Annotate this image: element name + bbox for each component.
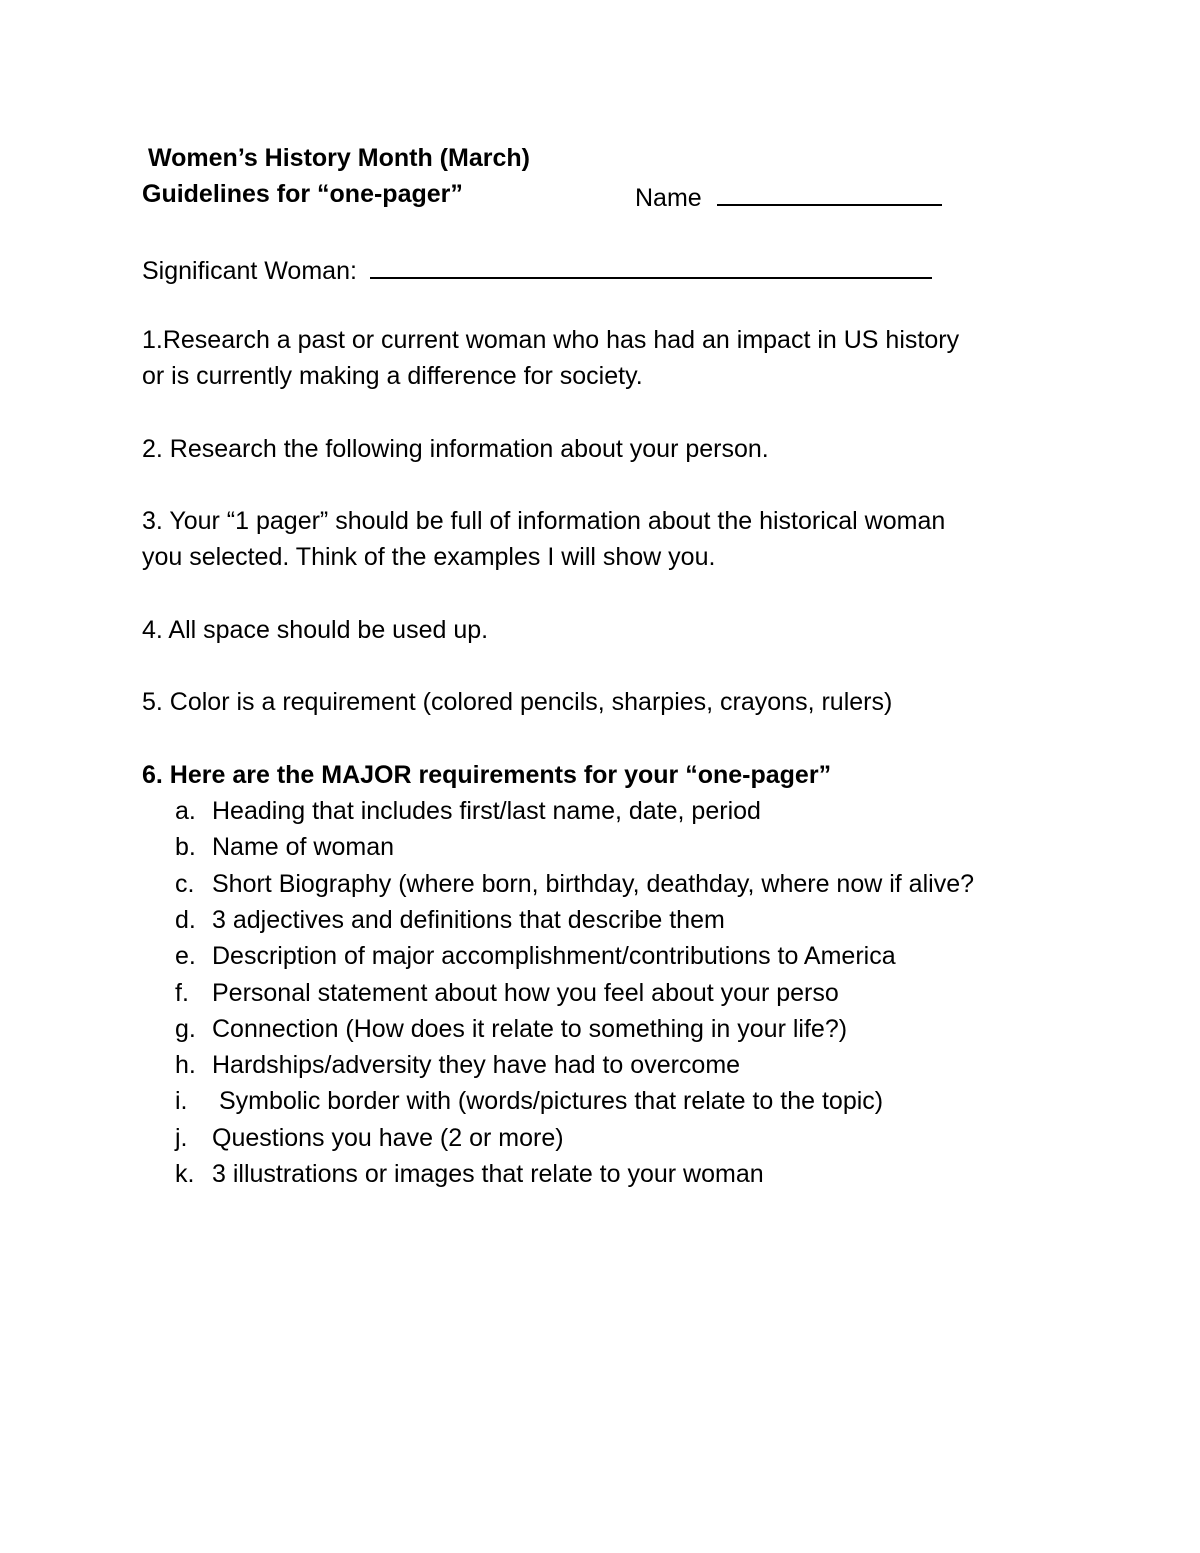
requirement-text: 3 adjectives and definitions that describe them <box>212 906 725 934</box>
step-6-heading: 6. Here are the MAJOR requirements for your “one-pager” <box>142 761 832 789</box>
requirement-text: Description of major accomplishment/contributions to America <box>212 942 896 970</box>
name-blank-line[interactable] <box>717 182 942 206</box>
requirement-text: Questions you have (2 or more) <box>212 1124 564 1152</box>
requirement-text: Connection (How does it relate to something in your life?) <box>212 1015 848 1043</box>
requirement-marker: b. <box>175 833 196 861</box>
step-4: 4. All space should be used up. <box>142 616 489 644</box>
requirement-marker: f. <box>175 979 189 1007</box>
significant-woman-blank-line[interactable] <box>370 255 932 279</box>
page-subtitle: Guidelines for “one-pager” <box>142 180 463 208</box>
requirement-item <box>175 1126 564 1151</box>
requirement-item <box>175 1053 740 1078</box>
requirement-item <box>175 944 896 969</box>
requirement-item <box>175 872 974 897</box>
requirement-text: Short Biography (where born, birthday, deathday, where now if alive? <box>212 870 974 898</box>
significant-woman-label: Significant Woman: <box>142 257 357 285</box>
requirement-marker: d. <box>175 906 196 934</box>
requirement-item <box>175 981 839 1006</box>
name-label: Name <box>635 184 702 212</box>
requirement-text: Symbolic border with (words/pictures that relate to the topic) <box>212 1087 884 1115</box>
step-5: 5. Color is a requirement (colored pencils, sharpies, crayons, rulers) <box>142 688 893 716</box>
requirement-text: Personal statement about how you feel about your perso <box>212 979 839 1007</box>
requirement-item <box>175 1017 847 1042</box>
requirement-text: Heading that includes first/last name, date, period <box>212 797 761 825</box>
requirement-text: 3 illustrations or images that relate to your woman <box>212 1160 764 1188</box>
requirement-item <box>175 799 761 824</box>
requirement-item <box>175 908 725 933</box>
requirement-item <box>175 1089 883 1114</box>
requirement-marker: c. <box>175 870 195 898</box>
requirement-text: Name of woman <box>212 833 395 861</box>
requirement-text: Hardships/adversity they have had to overcome <box>212 1051 741 1079</box>
requirement-item <box>175 835 394 860</box>
requirement-item <box>175 1162 764 1187</box>
requirement-marker: h. <box>175 1051 196 1079</box>
page-title: Women’s History Month (March) <box>148 144 530 172</box>
step-3-line-1: 3. Your “1 pager” should be full of information about the historical woman <box>142 507 946 535</box>
step-2: 2. Research the following information about your person. <box>142 435 769 463</box>
requirement-marker: e. <box>175 942 196 970</box>
step-1-line-2: or is currently making a difference for society. <box>142 362 643 390</box>
requirement-marker: g. <box>175 1015 196 1043</box>
requirement-marker: a. <box>175 797 196 825</box>
requirement-marker: i. <box>175 1087 188 1115</box>
name-field <box>635 182 942 211</box>
requirement-marker: k. <box>175 1160 195 1188</box>
step-3-line-2: you selected. Think of the examples I will show you. <box>142 543 716 571</box>
significant-woman-field <box>142 255 932 284</box>
requirement-marker: j. <box>175 1124 188 1152</box>
step-1-line-1: 1.Research a past or current woman who has had an impact in US history <box>142 326 960 354</box>
